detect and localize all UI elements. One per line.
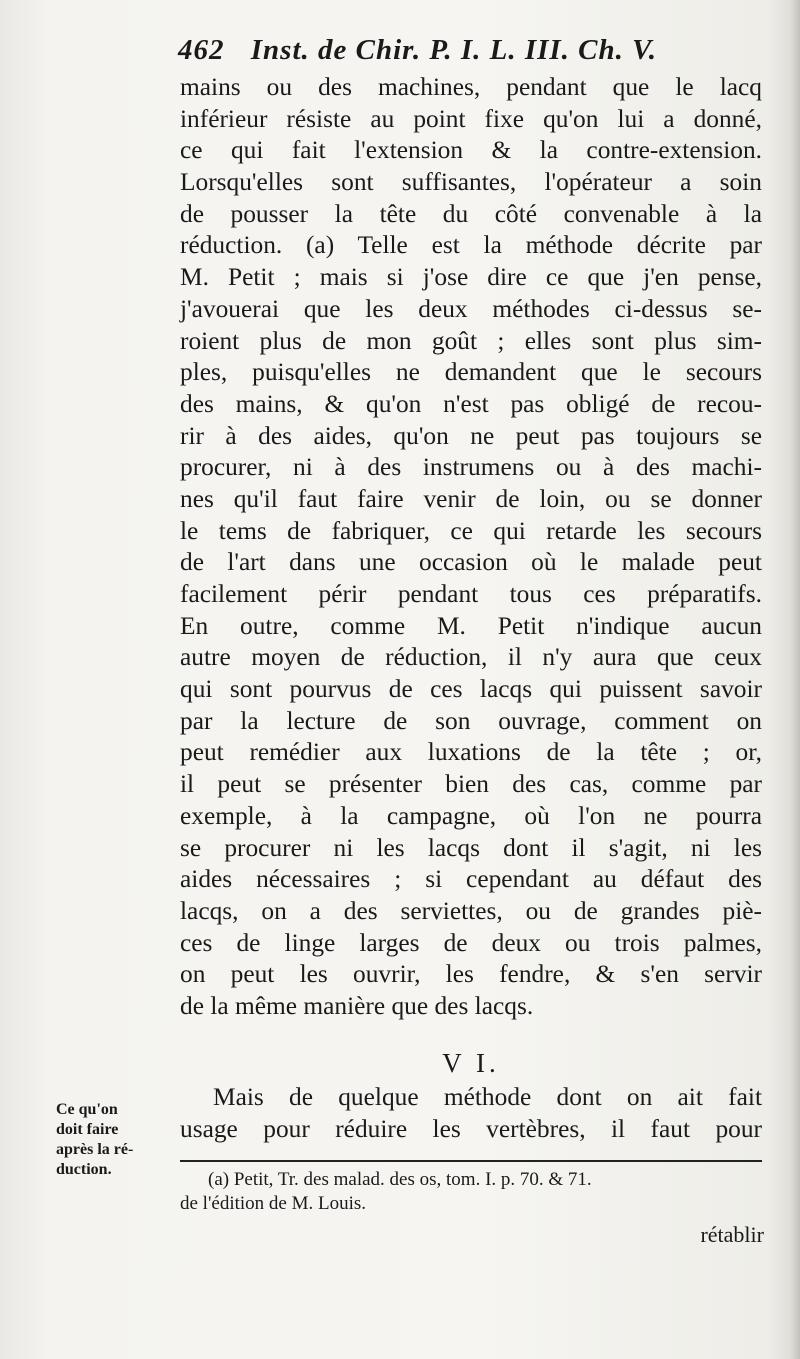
- body-line: de l'art dans une occasion où le malade peut: [180, 548, 762, 577]
- body-line: nes qu'il faut faire venir de loin, ou se donner: [180, 484, 762, 513]
- footnote-line: (a) Petit, Tr. des malad. des os, tom. I. p. 70. & 71.: [208, 1169, 592, 1190]
- body-line: de la même manière que des lacqs.: [180, 991, 534, 1020]
- body-line: Lorsqu'elles sont suffisantes, l'opérateur a soin: [180, 168, 762, 197]
- body-line: de pousser la tête du côté convenable à la: [180, 199, 762, 228]
- body-line: exemple, à la campagne, où l'on ne pourra: [180, 801, 762, 830]
- page-edge-shadow: [790, 0, 800, 1359]
- footnote-rule: [180, 1160, 762, 1162]
- margin-note-line: après la ré-: [56, 1141, 134, 1158]
- body-line: ces de linge larges de deux ou trois palmes,: [180, 928, 762, 957]
- body-line: aides nécessaires ; si cependant au défaut des: [180, 865, 762, 894]
- body-line: facilement périr pendant tous ces préparatifs.: [180, 580, 762, 608]
- footnote: [180, 1168, 762, 1216]
- body-line: mains ou des machines, pendant que le lacq: [180, 73, 762, 101]
- body-line: procurer, ni à des instrumens ou à des machi-: [180, 453, 762, 482]
- body-line: inférieur résiste au point fixe qu'on lui a donné,: [180, 104, 762, 133]
- page-number: 462: [178, 34, 225, 66]
- body-line: roient plus de mon goût ; elles sont plus sim-: [180, 326, 762, 355]
- body-line: le tems de fabriquer, ce qui retarde les secours: [180, 516, 762, 545]
- body-line: En outre, comme M. Petit n'indique aucun: [180, 611, 762, 640]
- margin-note-line: doit faire: [56, 1121, 119, 1138]
- footnote-line: de l'édition de M. Louis.: [180, 1193, 367, 1214]
- body-line: autre moyen de réduction, il n'y aura que ceux: [180, 643, 762, 672]
- body-line: se procurer ni les lacqs dont il s'agit, ni les: [180, 833, 762, 862]
- catchword: rétablir: [700, 1222, 764, 1247]
- section-line: Mais de quelque méthode dont on ait fait: [213, 1083, 762, 1111]
- running-header: [178, 34, 768, 74]
- margin-note-line: duction.: [56, 1161, 112, 1178]
- margin-note: [56, 1100, 172, 1180]
- body-line: des mains, & qu'on n'est pas obligé de recou-: [180, 389, 762, 418]
- body-line: lacqs, on a des serviettes, ou de grandes piè-: [180, 896, 762, 925]
- section-text: [180, 1082, 762, 1145]
- body-line: on peut les ouvrir, les fendre, & s'en servir: [180, 960, 762, 989]
- section-line: usage pour réduire les vertèbres, il faut pour: [180, 1114, 762, 1143]
- body-line: qui sont pourvus de ces lacqs qui puissent savoir: [180, 675, 762, 704]
- body-line: par la lecture de son ouvrage, comment on: [180, 706, 762, 735]
- body-line: rir à des aides, qu'on ne peut pas toujours se: [180, 421, 762, 450]
- body-line: réduction. (a) Telle est la méthode décrite par: [180, 231, 762, 260]
- body-line: j'avouerai que les deux méthodes ci-dessus se-: [180, 294, 762, 323]
- body-line: ples, puisqu'elles ne demandent que le secours: [180, 358, 762, 387]
- running-title: Inst. de Chir. P. I. L. III. Ch. V.: [250, 34, 658, 66]
- margin-note-line: Ce qu'on: [56, 1101, 118, 1118]
- section-heading: V I.: [442, 1048, 500, 1078]
- body-line: il peut se présenter bien des cas, comme par: [180, 770, 762, 799]
- body-line: peut remédier aux luxations de la tête ; or,: [180, 738, 762, 767]
- body-line: M. Petit ; mais si j'ose dire ce que j'en pense,: [180, 263, 762, 292]
- body-line: ce qui fait l'extension & la contre-extension.: [180, 136, 762, 165]
- body-text: [180, 72, 762, 1023]
